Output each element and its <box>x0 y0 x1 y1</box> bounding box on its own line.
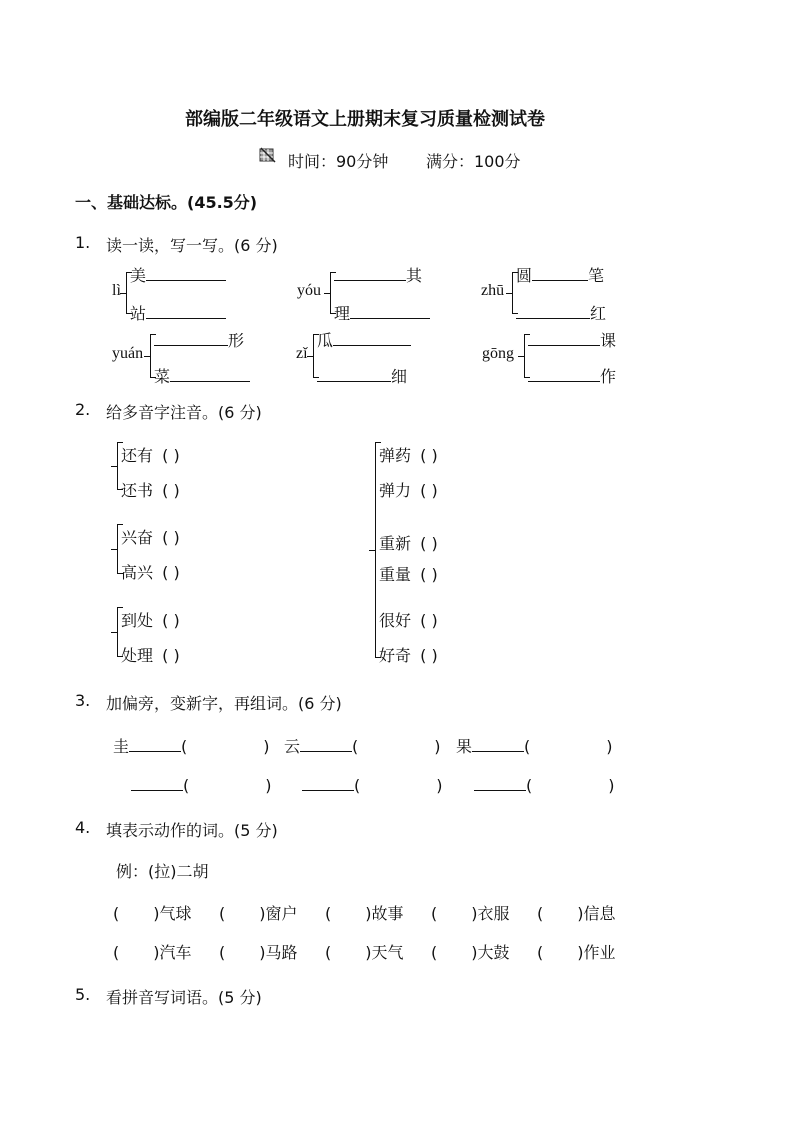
q1-item: 其 <box>334 263 422 286</box>
q2-title: 给多音字注音。(6 分) <box>106 403 262 422</box>
action-item: ( )大鼓 <box>431 943 510 962</box>
pinyin-label: yuán <box>112 345 144 362</box>
clock-icon <box>258 146 276 168</box>
radical-item: ( ) <box>474 776 615 795</box>
polyphone-item: 还书 ( ) <box>121 481 180 500</box>
action-item: ( )气球 <box>113 904 192 923</box>
q1-item: 课 <box>528 328 616 351</box>
q3-number: 3. <box>75 691 91 710</box>
q1-item: 细 <box>317 364 407 387</box>
radical-item: 云 ( ) <box>284 737 441 756</box>
pinyin-label: zǐ <box>296 345 308 362</box>
polyphone-item: 重新 ( ) <box>379 534 438 553</box>
polyphone-item: 处理 ( ) <box>121 646 180 665</box>
q1-item: 瓜 <box>317 328 411 351</box>
q1-item: 形 <box>154 328 244 351</box>
q1-item: 菜 <box>154 364 250 387</box>
polyphone-item: 到处 ( ) <box>121 611 180 630</box>
pinyin-label: zhū <box>481 282 505 299</box>
action-item: ( )作业 <box>537 943 616 962</box>
action-item: ( )马路 <box>219 943 298 962</box>
action-item: ( )故事 <box>325 904 404 923</box>
q4-number: 4. <box>75 818 91 837</box>
q1-item: 理 <box>334 301 430 324</box>
q1-title: 读一读，写一写。(6 分) <box>106 236 278 255</box>
action-item: ( )汽车 <box>113 943 192 962</box>
exam-time: 时间：90分钟 <box>288 152 389 171</box>
radical-item: 果 ( ) <box>456 737 613 756</box>
q1-item: 红 <box>516 301 606 324</box>
action-item: ( )窗户 <box>219 904 298 923</box>
action-item: ( )天气 <box>325 943 404 962</box>
pinyin-label: lì <box>112 282 121 299</box>
radical-item: 圭 ( ) <box>113 737 270 756</box>
action-item: ( )信息 <box>537 904 616 923</box>
polyphone-item: 高兴 ( ) <box>121 563 180 582</box>
q4-example: 例：(拉)二胡 <box>116 862 209 881</box>
polyphone-item: 弹力 ( ) <box>379 481 438 500</box>
radical-item: ( ) <box>302 776 443 795</box>
section-heading: 一、基础达标。(45.5分) <box>75 193 258 212</box>
polyphone-item: 很好 ( ) <box>379 611 438 630</box>
pinyin-label: yóu <box>297 282 321 299</box>
polyphone-item: 重量 ( ) <box>379 565 438 584</box>
q1-item: 圆 笔 <box>516 266 605 285</box>
q5-title: 看拼音写词语。(5 分) <box>106 988 262 1007</box>
q1-item: 美 <box>130 263 226 286</box>
q5-number: 5. <box>75 985 91 1004</box>
q1-item: 作 <box>528 364 616 387</box>
pinyin-label: gōng <box>482 345 514 362</box>
polyphone-item: 好奇 ( ) <box>379 646 438 665</box>
q3-title: 加偏旁，变新字，再组词。(6 分) <box>106 694 342 713</box>
q1-number: 1. <box>75 233 91 252</box>
polyphone-item: 兴奋 ( ) <box>121 528 180 547</box>
radical-item: ( ) <box>131 776 272 795</box>
action-item: ( )衣服 <box>431 904 510 923</box>
page-title: 部编版二年级语文上册期末复习质量检测试卷 <box>185 109 545 130</box>
polyphone-item: 弹药 ( ) <box>379 446 438 465</box>
q4-title: 填表示动作的词。(5 分) <box>106 821 278 840</box>
polyphone-item: 还有 ( ) <box>121 446 180 465</box>
exam-score: 满分：100分 <box>426 152 521 171</box>
q1-item: 站 <box>130 301 226 324</box>
q2-number: 2. <box>75 400 91 419</box>
